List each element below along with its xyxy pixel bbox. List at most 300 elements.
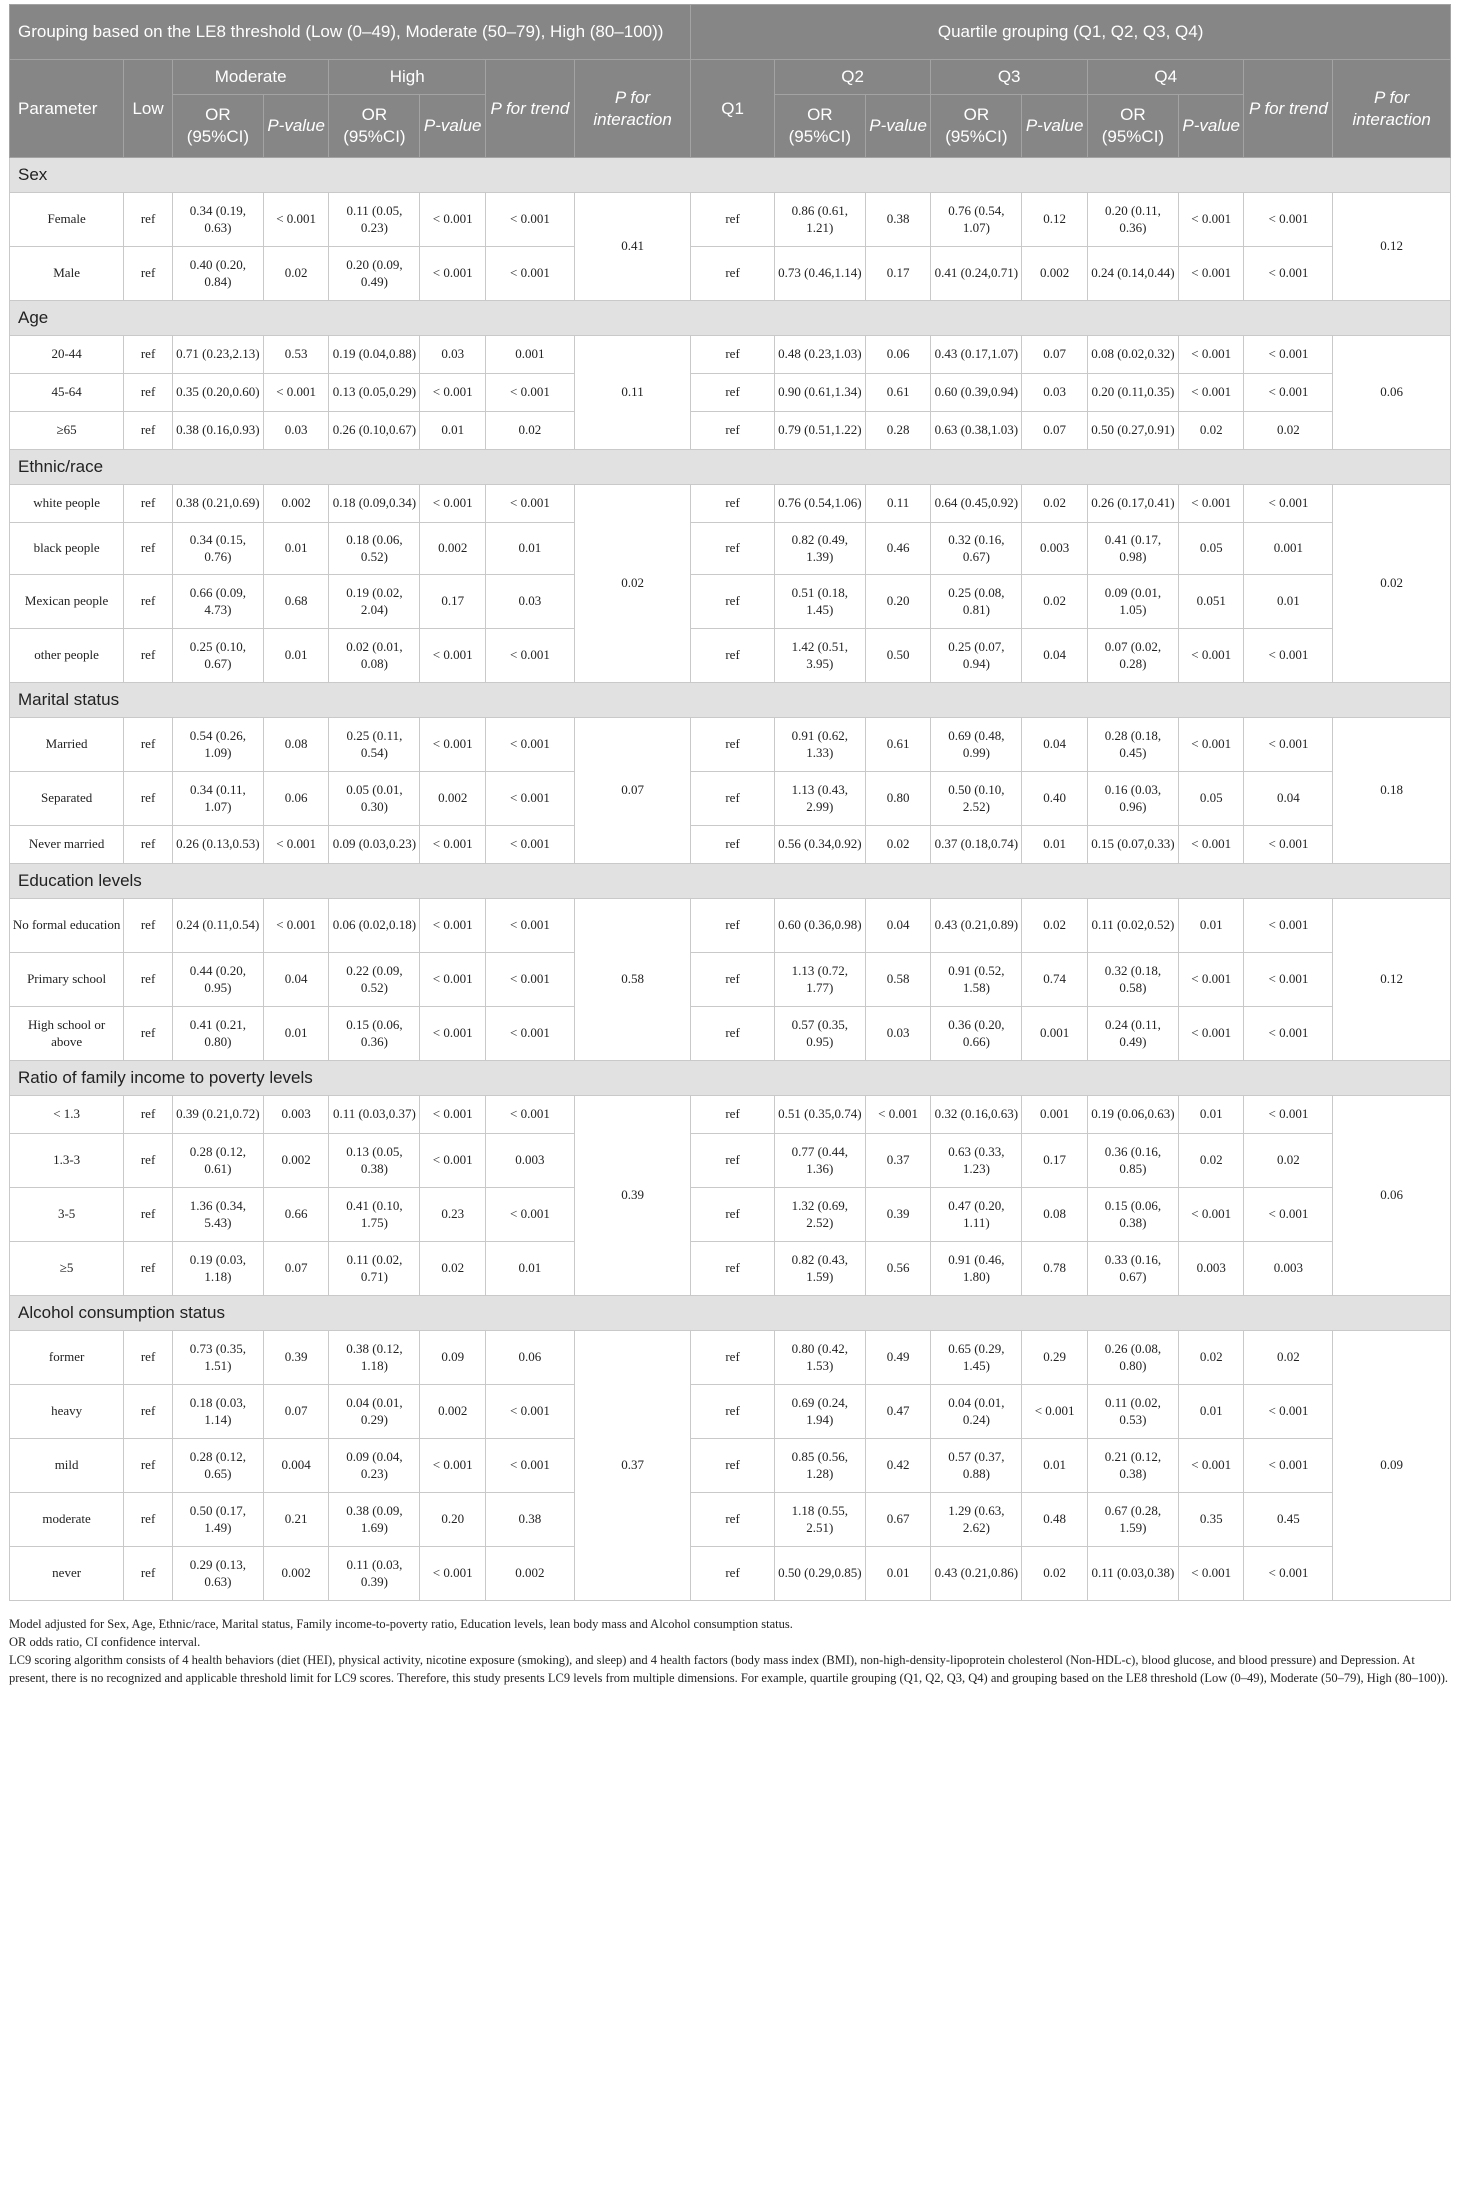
q-p-trend-cell: < 0.001 (1244, 718, 1333, 772)
row-label: High school or above (10, 1007, 124, 1061)
q4-or-cell: 0.26 (0.17,0.41) (1087, 485, 1178, 523)
table-row (10, 247, 1451, 301)
q2-p-cell: 0.47 (865, 1385, 931, 1439)
low-cell: ref (124, 1547, 173, 1601)
q-p-interaction-cell: 0.12 (1333, 899, 1451, 1061)
q-p-interaction-cell: 0.06 (1333, 1096, 1451, 1296)
q1-cell: ref (691, 1188, 775, 1242)
p-trend-cell: < 0.001 (485, 953, 574, 1007)
q4-p-cell: 0.35 (1178, 1493, 1244, 1547)
row-label: Female (10, 193, 124, 247)
low-cell: ref (124, 1493, 173, 1547)
high-or-cell: 0.11 (0.02, 0.71) (329, 1242, 420, 1296)
low-cell: ref (124, 772, 173, 826)
row-label: former (10, 1331, 124, 1385)
moderate-p-header: P-value (263, 95, 329, 158)
q2-p-cell: 0.04 (865, 899, 931, 953)
q4-p-cell: 0.003 (1178, 1242, 1244, 1296)
q4-p-cell: < 0.001 (1178, 336, 1244, 374)
q2-p-cell: 0.61 (865, 374, 931, 412)
p-interaction-header: P for interaction (574, 60, 690, 158)
q-p-trend-cell: 0.02 (1244, 412, 1333, 450)
q2-or-cell: 0.56 (0.34,0.92) (774, 826, 865, 864)
q4-p-cell: < 0.001 (1178, 1007, 1244, 1061)
q1-cell: ref (691, 485, 775, 523)
q2-or-cell: 1.42 (0.51, 3.95) (774, 629, 865, 683)
q4-or-cell: 0.28 (0.18, 0.45) (1087, 718, 1178, 772)
high-p-cell: < 0.001 (420, 193, 486, 247)
q2-or-cell: 0.86 (0.61, 1.21) (774, 193, 865, 247)
table-row (10, 718, 1451, 772)
q2-p-cell: 0.17 (865, 247, 931, 301)
q3-or-cell: 0.25 (0.07, 0.94) (931, 629, 1022, 683)
q1-cell: ref (691, 1493, 775, 1547)
q3-p-cell: < 0.001 (1022, 1385, 1088, 1439)
moderate-p-cell: 0.39 (263, 1331, 329, 1385)
low-cell: ref (124, 899, 173, 953)
q-p-trend-cell: 0.02 (1244, 1331, 1333, 1385)
group-row (10, 864, 1451, 899)
low-cell: ref (124, 1007, 173, 1061)
q-p-trend-cell: < 0.001 (1244, 336, 1333, 374)
q4-p-cell: 0.05 (1178, 772, 1244, 826)
row-label: never (10, 1547, 124, 1601)
low-cell: ref (124, 193, 173, 247)
q1-cell: ref (691, 826, 775, 864)
q3-p-cell: 0.02 (1022, 899, 1088, 953)
q-p-trend-cell: < 0.001 (1244, 485, 1333, 523)
q1-cell: ref (691, 193, 775, 247)
table-row (10, 193, 1451, 247)
low-cell: ref (124, 374, 173, 412)
p-interaction-cell: 0.41 (574, 193, 690, 301)
q4-or-cell: 0.09 (0.01, 1.05) (1087, 575, 1178, 629)
q4-p-cell: 0.051 (1178, 575, 1244, 629)
q2-or-cell: 1.18 (0.55, 2.51) (774, 1493, 865, 1547)
high-or-cell: 0.02 (0.01, 0.08) (329, 629, 420, 683)
row-label: Mexican people (10, 575, 124, 629)
q-p-trend-cell: 0.04 (1244, 772, 1333, 826)
moderate-or-cell: 0.18 (0.03, 1.14) (172, 1385, 263, 1439)
q2-or-cell: 0.51 (0.18, 1.45) (774, 575, 865, 629)
high-p-cell: < 0.001 (420, 718, 486, 772)
table-row (10, 1242, 1451, 1296)
group-title: Ratio of family income to poverty levels (10, 1061, 1451, 1096)
q2-or-cell: 1.13 (0.43, 2.99) (774, 772, 865, 826)
high-or-cell: 0.38 (0.12, 1.18) (329, 1331, 420, 1385)
q4-p-cell: < 0.001 (1178, 485, 1244, 523)
q4-or-cell: 0.20 (0.11,0.35) (1087, 374, 1178, 412)
group-title: Education levels (10, 864, 1451, 899)
moderate-p-cell: < 0.001 (263, 193, 329, 247)
low-cell: ref (124, 575, 173, 629)
parameter-header: Parameter (10, 60, 124, 158)
group-title: Sex (10, 158, 1451, 193)
high-header: High (329, 60, 486, 95)
q2-p-cell: 0.67 (865, 1493, 931, 1547)
q2-or-cell: 0.91 (0.62, 1.33) (774, 718, 865, 772)
high-p-cell: < 0.001 (420, 899, 486, 953)
q3-or-cell: 0.63 (0.38,1.03) (931, 412, 1022, 450)
table-notes (9, 1615, 1451, 1688)
low-cell: ref (124, 826, 173, 864)
q4-p-cell: < 0.001 (1178, 247, 1244, 301)
q2-or-cell: 0.50 (0.29,0.85) (774, 1547, 865, 1601)
q3-p-cell: 0.07 (1022, 336, 1088, 374)
q3-or-cell: 0.50 (0.10, 2.52) (931, 772, 1022, 826)
q1-cell: ref (691, 575, 775, 629)
q4-or-cell: 0.11 (0.02,0.52) (1087, 899, 1178, 953)
q4-or-cell: 0.32 (0.18, 0.58) (1087, 953, 1178, 1007)
moderate-p-cell: 0.002 (263, 1547, 329, 1601)
q4-p-cell: < 0.001 (1178, 1547, 1244, 1601)
row-label: white people (10, 485, 124, 523)
table-row (10, 772, 1451, 826)
q1-header: Q1 (691, 60, 775, 158)
q2-header: Q2 (774, 60, 931, 95)
high-or-cell: 0.22 (0.09, 0.52) (329, 953, 420, 1007)
high-p-cell: 0.23 (420, 1188, 486, 1242)
q3-p-cell: 0.003 (1022, 523, 1088, 575)
q3-or-cell: 0.69 (0.48, 0.99) (931, 718, 1022, 772)
q-p-trend-cell: 0.02 (1244, 1134, 1333, 1188)
moderate-p-cell: 0.07 (263, 1385, 329, 1439)
low-cell: ref (124, 718, 173, 772)
q2-or-cell: 0.79 (0.51,1.22) (774, 412, 865, 450)
row-label: No formal education (10, 899, 124, 953)
moderate-or-cell: 0.50 (0.17, 1.49) (172, 1493, 263, 1547)
q2-or-cell: 0.90 (0.61,1.34) (774, 374, 865, 412)
moderate-or-cell: 0.24 (0.11,0.54) (172, 899, 263, 953)
p-trend-cell: < 0.001 (485, 1096, 574, 1134)
row-label: moderate (10, 1493, 124, 1547)
q4-or-cell: 0.15 (0.07,0.33) (1087, 826, 1178, 864)
moderate-or-cell: 0.73 (0.35, 1.51) (172, 1331, 263, 1385)
p-trend-cell: < 0.001 (485, 1439, 574, 1493)
q2-or-cell: 0.85 (0.56, 1.28) (774, 1439, 865, 1493)
q3-p-cell: 0.03 (1022, 374, 1088, 412)
high-p-cell: 0.09 (420, 1331, 486, 1385)
high-p-cell: 0.03 (420, 336, 486, 374)
p-trend-cell: < 0.001 (485, 1385, 574, 1439)
moderate-or-cell: 0.38 (0.16,0.93) (172, 412, 263, 450)
q2-or-cell: 0.80 (0.42, 1.53) (774, 1331, 865, 1385)
moderate-p-cell: 0.01 (263, 629, 329, 683)
moderate-or-cell: 1.36 (0.34, 5.43) (172, 1188, 263, 1242)
q3-p-cell: 0.001 (1022, 1096, 1088, 1134)
p-interaction-cell: 0.02 (574, 485, 690, 683)
table-row (10, 1493, 1451, 1547)
high-p-cell: < 0.001 (420, 485, 486, 523)
low-cell: ref (124, 1439, 173, 1493)
row-label: Primary school (10, 953, 124, 1007)
moderate-p-cell: < 0.001 (263, 374, 329, 412)
q4-or-cell: 0.07 (0.02, 0.28) (1087, 629, 1178, 683)
q-p-trend-cell: < 0.001 (1244, 247, 1333, 301)
low-cell: ref (124, 953, 173, 1007)
q4-p-cell: < 0.001 (1178, 953, 1244, 1007)
le8-group-header: Grouping based on the LE8 threshold (Low (0–49), Moderate (50–79), High (80–100)) (10, 5, 691, 60)
q4-or-cell: 0.24 (0.11, 0.49) (1087, 1007, 1178, 1061)
q1-cell: ref (691, 718, 775, 772)
table-row (10, 1134, 1451, 1188)
q-p-interaction-cell: 0.18 (1333, 718, 1451, 864)
q1-cell: ref (691, 1242, 775, 1296)
q2-or-cell: 1.13 (0.72, 1.77) (774, 953, 865, 1007)
low-cell: ref (124, 523, 173, 575)
q-p-trend-cell: < 0.001 (1244, 629, 1333, 683)
group-title: Age (10, 301, 1451, 336)
q-p-interaction-cell: 0.02 (1333, 485, 1451, 683)
high-p-cell: 0.17 (420, 575, 486, 629)
q4-p-cell: < 0.001 (1178, 193, 1244, 247)
q2-p-cell: 0.01 (865, 1547, 931, 1601)
q3-p-cell: 0.02 (1022, 485, 1088, 523)
note-lc9: LC9 scoring algorithm consists of 4 health behaviors (diet (HEI), physical activity, nicotine exposure (smoking), and sleep) and 4 health factors (body mass index (BMI), non-high-density-lipoprotein cholesterol (Non-HDL-c), blood glucose, and blood pressure) and Depression. At present, there is no recognized and applicable threshold limit for LC9 scores. Therefore, this study presents LC9 levels from multiple dimensions. For example, quartile grouping (Q1, Q2, Q3, Q4) and grouping based on the LE8 threshold (Low (0–49), Moderate (50–79), High (80–100)). (9, 1653, 1449, 1686)
q4-or-cell: 0.21 (0.12, 0.38) (1087, 1439, 1178, 1493)
q1-cell: ref (691, 1385, 775, 1439)
q2-p-cell: 0.80 (865, 772, 931, 826)
row-label: black people (10, 523, 124, 575)
q3-p-cell: 0.001 (1022, 1007, 1088, 1061)
q1-cell: ref (691, 1134, 775, 1188)
row-label: Separated (10, 772, 124, 826)
q1-cell: ref (691, 1007, 775, 1061)
row-label: Male (10, 247, 124, 301)
moderate-or-cell: 0.34 (0.19, 0.63) (172, 193, 263, 247)
p-interaction-cell: 0.58 (574, 899, 690, 1061)
moderate-p-cell: 0.68 (263, 575, 329, 629)
table-row (10, 1188, 1451, 1242)
table-row (10, 575, 1451, 629)
q3-p-cell: 0.02 (1022, 1547, 1088, 1601)
p-interaction-cell: 0.37 (574, 1331, 690, 1601)
moderate-p-cell: 0.02 (263, 247, 329, 301)
high-p-cell: < 0.001 (420, 374, 486, 412)
q-p-trend-cell: 0.003 (1244, 1242, 1333, 1296)
q-p-trend-cell: < 0.001 (1244, 1007, 1333, 1061)
q4-p-cell: 0.01 (1178, 1385, 1244, 1439)
q3-or-cell: 0.32 (0.16,0.63) (931, 1096, 1022, 1134)
table-row (10, 1007, 1451, 1061)
q2-or-cell: 0.73 (0.46,1.14) (774, 247, 865, 301)
q2-p-cell: 0.49 (865, 1331, 931, 1385)
q2-or-cell: 1.32 (0.69, 2.52) (774, 1188, 865, 1242)
q1-cell: ref (691, 1096, 775, 1134)
q4-header: Q4 (1087, 60, 1244, 95)
low-cell: ref (124, 412, 173, 450)
high-or-cell: 0.25 (0.11, 0.54) (329, 718, 420, 772)
row-label: 1.3-3 (10, 1134, 124, 1188)
row-label: 45-64 (10, 374, 124, 412)
q2-p-cell: 0.06 (865, 336, 931, 374)
moderate-p-cell: < 0.001 (263, 826, 329, 864)
q-p-trend-cell: < 0.001 (1244, 1439, 1333, 1493)
table-row (10, 826, 1451, 864)
p-trend-header: P for trend (485, 60, 574, 158)
q-p-trend-cell: < 0.001 (1244, 1547, 1333, 1601)
table-row (10, 1096, 1451, 1134)
p-trend-cell: < 0.001 (485, 374, 574, 412)
high-p-cell: < 0.001 (420, 1439, 486, 1493)
q2-p-cell: 0.61 (865, 718, 931, 772)
q1-cell: ref (691, 1439, 775, 1493)
q-p-trend-cell: < 0.001 (1244, 1096, 1333, 1134)
moderate-or-cell: 0.44 (0.20, 0.95) (172, 953, 263, 1007)
p-trend-cell: < 0.001 (485, 772, 574, 826)
q2-or-cell: 0.76 (0.54,1.06) (774, 485, 865, 523)
row-label: Never married (10, 826, 124, 864)
moderate-or-cell: 0.39 (0.21,0.72) (172, 1096, 263, 1134)
high-p-cell: < 0.001 (420, 247, 486, 301)
q1-cell: ref (691, 412, 775, 450)
q1-cell: ref (691, 247, 775, 301)
p-trend-cell: < 0.001 (485, 629, 574, 683)
moderate-or-cell: 0.34 (0.15, 0.76) (172, 523, 263, 575)
q2-or-cell: 0.57 (0.35, 0.95) (774, 1007, 865, 1061)
high-or-cell: 0.13 (0.05, 0.38) (329, 1134, 420, 1188)
p-trend-cell: 0.02 (485, 412, 574, 450)
q2-p-cell: 0.03 (865, 1007, 931, 1061)
q4-or-cell: 0.16 (0.03, 0.96) (1087, 772, 1178, 826)
high-p-cell: 0.002 (420, 1385, 486, 1439)
q2-or-cell: 0.69 (0.24, 1.94) (774, 1385, 865, 1439)
q2-p-cell: 0.20 (865, 575, 931, 629)
q4-or-cell: 0.15 (0.06, 0.38) (1087, 1188, 1178, 1242)
high-p-cell: < 0.001 (420, 953, 486, 1007)
table-row (10, 485, 1451, 523)
q3-p-cell: 0.04 (1022, 718, 1088, 772)
q3-p-cell: 0.07 (1022, 412, 1088, 450)
q2-or-cell: 0.77 (0.44, 1.36) (774, 1134, 865, 1188)
q1-cell: ref (691, 336, 775, 374)
row-label: Married (10, 718, 124, 772)
high-or-cell: 0.11 (0.05, 0.23) (329, 193, 420, 247)
q4-or-cell: 0.67 (0.28, 1.59) (1087, 1493, 1178, 1547)
high-or-cell: 0.11 (0.03, 0.39) (329, 1547, 420, 1601)
high-p-cell: 0.02 (420, 1242, 486, 1296)
q2-p-cell: 0.38 (865, 193, 931, 247)
moderate-or-cell: 0.54 (0.26, 1.09) (172, 718, 263, 772)
q4-p-cell: 0.02 (1178, 412, 1244, 450)
p-trend-cell: 0.01 (485, 1242, 574, 1296)
q3-p-cell: 0.29 (1022, 1331, 1088, 1385)
q3-or-cell: 0.41 (0.24,0.71) (931, 247, 1022, 301)
table-header (10, 5, 1451, 158)
high-p-cell: < 0.001 (420, 1547, 486, 1601)
high-or-cell: 0.09 (0.04, 0.23) (329, 1439, 420, 1493)
high-or-header: OR (95%CI) (329, 95, 420, 158)
p-trend-cell: 0.01 (485, 523, 574, 575)
q3-or-cell: 0.65 (0.29, 1.45) (931, 1331, 1022, 1385)
q4-p-cell: < 0.001 (1178, 1188, 1244, 1242)
low-cell: ref (124, 1096, 173, 1134)
q3-p-cell: 0.48 (1022, 1493, 1088, 1547)
moderate-p-cell: 0.07 (263, 1242, 329, 1296)
q3-p-header: P-value (1022, 95, 1088, 158)
q1-cell: ref (691, 374, 775, 412)
q4-p-cell: 0.02 (1178, 1331, 1244, 1385)
moderate-or-cell: 0.40 (0.20, 0.84) (172, 247, 263, 301)
high-p-cell: < 0.001 (420, 1007, 486, 1061)
q2-p-cell: 0.39 (865, 1188, 931, 1242)
q4-or-cell: 0.20 (0.11, 0.36) (1087, 193, 1178, 247)
q3-or-cell: 0.43 (0.21,0.89) (931, 899, 1022, 953)
q4-or-cell: 0.11 (0.03,0.38) (1087, 1547, 1178, 1601)
moderate-or-cell: 0.41 (0.21, 0.80) (172, 1007, 263, 1061)
q4-or-cell: 0.08 (0.02,0.32) (1087, 336, 1178, 374)
high-p-cell: < 0.001 (420, 629, 486, 683)
q1-cell: ref (691, 899, 775, 953)
moderate-p-cell: 0.04 (263, 953, 329, 1007)
q3-or-cell: 0.76 (0.54, 1.07) (931, 193, 1022, 247)
p-trend-cell: 0.06 (485, 1331, 574, 1385)
q3-or-cell: 0.04 (0.01, 0.24) (931, 1385, 1022, 1439)
group-title: Ethnic/race (10, 450, 1451, 485)
p-trend-cell: < 0.001 (485, 899, 574, 953)
high-p-cell: < 0.001 (420, 826, 486, 864)
high-p-cell: 0.20 (420, 1493, 486, 1547)
q-p-trend-header: P for trend (1244, 60, 1333, 158)
q4-p-cell: < 0.001 (1178, 826, 1244, 864)
high-or-cell: 0.13 (0.05,0.29) (329, 374, 420, 412)
moderate-or-cell: 0.71 (0.23,2.13) (172, 336, 263, 374)
high-p-cell: 0.002 (420, 523, 486, 575)
group-row (10, 683, 1451, 718)
moderate-or-header: OR (95%CI) (172, 95, 263, 158)
q3-or-cell: 1.29 (0.63, 2.62) (931, 1493, 1022, 1547)
low-cell: ref (124, 1242, 173, 1296)
q2-p-cell: 0.11 (865, 485, 931, 523)
high-or-cell: 0.18 (0.09,0.34) (329, 485, 420, 523)
q1-cell: ref (691, 523, 775, 575)
row-label: < 1.3 (10, 1096, 124, 1134)
q2-or-cell: 0.60 (0.36,0.98) (774, 899, 865, 953)
p-trend-cell: < 0.001 (485, 1188, 574, 1242)
q-p-interaction-cell: 0.09 (1333, 1331, 1451, 1601)
table-body (10, 158, 1451, 1601)
table-row (10, 1439, 1451, 1493)
table-row (10, 523, 1451, 575)
q1-cell: ref (691, 953, 775, 1007)
moderate-p-cell: 0.003 (263, 1096, 329, 1134)
low-cell: ref (124, 1188, 173, 1242)
row-label: ≥65 (10, 412, 124, 450)
document (9, 4, 1451, 1688)
q4-p-header: P-value (1178, 95, 1244, 158)
q3-or-cell: 0.47 (0.20, 1.11) (931, 1188, 1022, 1242)
q-p-interaction-cell: 0.12 (1333, 193, 1451, 301)
row-label: heavy (10, 1385, 124, 1439)
q-p-interaction-header: P for interaction (1333, 60, 1451, 158)
moderate-p-cell: < 0.001 (263, 899, 329, 953)
q2-p-cell: 0.56 (865, 1242, 931, 1296)
table-row (10, 374, 1451, 412)
q2-p-cell: 0.28 (865, 412, 931, 450)
q2-or-cell: 0.82 (0.49, 1.39) (774, 523, 865, 575)
moderate-or-cell: 0.25 (0.10, 0.67) (172, 629, 263, 683)
table-row (10, 899, 1451, 953)
row-label: other people (10, 629, 124, 683)
p-trend-cell: < 0.001 (485, 193, 574, 247)
moderate-p-cell: 0.01 (263, 523, 329, 575)
table-row (10, 629, 1451, 683)
high-or-cell: 0.18 (0.06, 0.52) (329, 523, 420, 575)
high-or-cell: 0.05 (0.01, 0.30) (329, 772, 420, 826)
q4-or-cell: 0.50 (0.27,0.91) (1087, 412, 1178, 450)
q4-p-cell: 0.01 (1178, 1096, 1244, 1134)
high-p-header: P-value (420, 95, 486, 158)
